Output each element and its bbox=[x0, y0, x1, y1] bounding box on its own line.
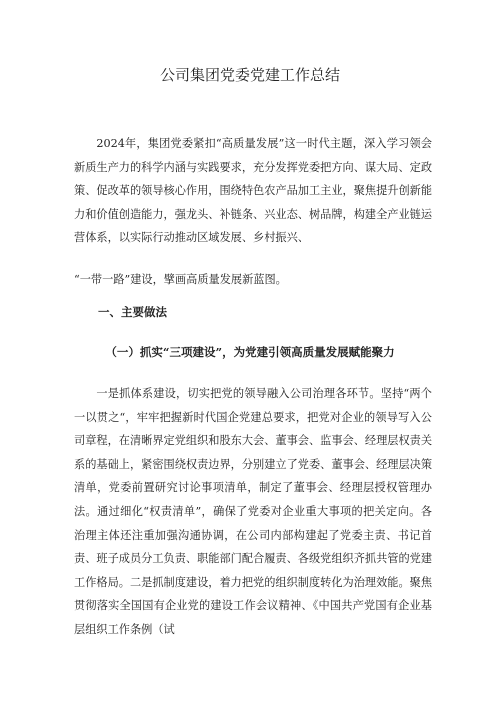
subsection-heading-three-constructions: （一）抓实“三项建设”，为党建引领高质量发展赋能聚力 bbox=[105, 345, 395, 359]
intro-paragraph: 2024年，集团党委紧扣“高质量发展”这一时代主题，深入学习领会新质生产力的科学内涵与实践要求，充分发挥党委把方向、谋大局、定政策、促改革的领导核心作用，围绕特色农产品加工主业，聚焦提升创新能力和价值创造能力，强龙头、补链条、兴业态、树品牌，构建全产业链运营体系，以实际行动推动区域发展、乡村振兴、 bbox=[74, 137, 433, 245]
body-paragraph: 一是抓体系建设，切实把党的领导融入公司治理各环节。坚持“两个一以贯之“，牢牢把握新时代国企党建总要求，把党对企业的领导写入公司章程，在清晰界定党组织和股东大会、董事会、监事会、经理层权责关系的基础上，紧密围绕权责边界，分别建立了党委、董事会、经理层决策清单，党委前置研究讨论事项清单，制定了董事会、经理层授权管理办法。通过细化“权责清单”，确保了党委对企业重大事项的把关定向。各治理主体还注重加强沟通协调，在公司内部构建起了党委主责、书记首责、班子成员分工负责、职能部门配合履责、各级党组织齐抓共管的党建工作格局。二是抓制度建设，着力把党的组织制度转化为治理效能。聚焦贯彻落实全国国有企业党的建设工作会议精神、《中国共产党国有企业基层组织工作条例（试 bbox=[74, 387, 433, 636]
document-title: 公司集团党委党建工作总结 bbox=[159, 66, 340, 84]
section-heading-main-practices: 一、主要做法 bbox=[98, 305, 167, 319]
intro-paragraph-continuation: “一带一路”建设，擘画高质量发展新蓝图。 bbox=[74, 273, 287, 286]
